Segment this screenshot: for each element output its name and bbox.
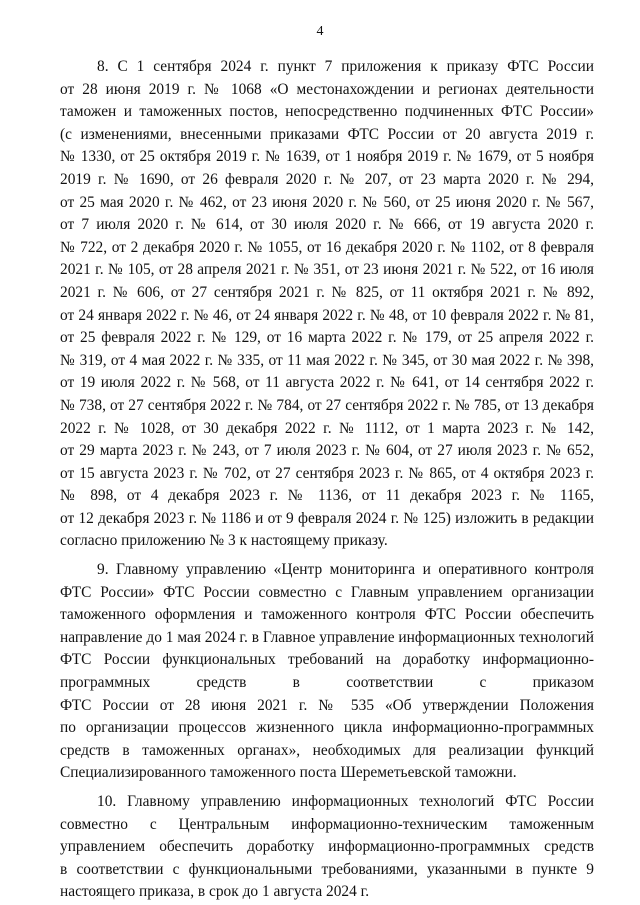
text-line: № 898, от 4 декабря 2023 г. № 1136, от 11 декабря 2023 г. № 1165, [60, 487, 594, 505]
text-line: настоящего приказа, в срок до 1 августа 2024 г. [60, 883, 370, 901]
text-line: от 25 февраля 2022 г. № 129, от 16 марта 2022 г. № 179, от 25 апреля 2022 г. [60, 329, 594, 347]
text-line: ФТС России» ФТС России совместно с Главным управлением организации [60, 583, 594, 601]
paragraph-8 [60, 56, 594, 553]
paragraph-9 [60, 559, 594, 785]
text-line: № 738, от 27 сентября 2022 г. № 784, от 27 сентября 2022 г. № 785, от 13 декабря [60, 396, 594, 414]
text-line: (с изменениями, внесенными приказами ФТС России от 20 августа 2019 г. [60, 125, 594, 143]
text-line: в соответствии с функциональными требованиями, указанными в пункте 9 [60, 860, 594, 878]
text-line: от 28 июня 2019 г. № 1068 «О местонахождении и регионах деятельности [60, 80, 594, 98]
text-line: 2021 г. № 606, от 27 сентября 2021 г. № 825, от 11 октября 2021 г. № 892, [60, 283, 594, 301]
text-line: по организации процессов жизненного цикла информационно-программных [60, 719, 594, 737]
text-line: направление до 1 мая 2024 г. в Главное управление информационных технологий [60, 628, 594, 646]
text-line: таможенного оформления и таможенного контроля ФТС России обеспечить [60, 606, 594, 624]
text-line: 8. С 1 сентября 2024 г. пункт 7 приложения к приказу ФТС России [97, 58, 594, 75]
page-number: 4 [316, 24, 324, 39]
text-line: от 12 декабря 2023 г. № 1186 и от 9 февраля 2024 г. № 125) изложить в редакции [60, 509, 594, 527]
text-line: 9. Главному управлению «Центр мониторинга и оперативного контроля [97, 561, 594, 579]
text-line: от 15 августа 2023 г. № 702, от 27 сентября 2023 г. № 865, от 4 октября 2023 г. [60, 464, 594, 482]
text-line: от 25 мая 2020 г. № 462, от 23 июня 2020 г. № 560, от 25 июня 2020 г. № 567, [60, 193, 594, 211]
text-line: 2021 г. № 105, от 28 апреля 2021 г. № 351, от 23 июня 2021 г. № 522, от 16 июля [60, 261, 594, 279]
text-line: № 722, от 2 декабря 2020 г. № 1055, от 16 декабря 2020 г. № 1102, от 8 февраля [60, 238, 594, 256]
text-line: согласно приложению № 3 к настоящему приказу. [60, 532, 388, 550]
document-body [60, 56, 594, 904]
text-line: от 7 июля 2020 г. № 614, от 30 июля 2020 г. № 666, от 19 августа 2020 г. [60, 216, 594, 234]
text-line: 2022 г. № 1028, от 30 декабря 2022 г. № 1112, от 1 марта 2023 г. № 142, [60, 419, 594, 437]
text-line: ФТС России функциональных требований на доработку информационно- [60, 651, 594, 669]
text-line: 10. Главному управлению информационных технологий ФТС России [97, 793, 594, 810]
text-line: от 29 марта 2023 г. № 243, от 7 июля 2023 г. № 604, от 27 июля 2023 г. № 652, [60, 442, 594, 460]
text-line: № 319, от 4 мая 2022 г. № 335, от 11 мая 2022 г. № 345, от 30 мая 2022 г. № 398, [60, 351, 594, 369]
text-line: программных средств в соответствии с приказом [60, 674, 594, 692]
text-line: от 24 января 2022 г. № 46, от 24 января 2022 г. № 48, от 10 февраля 2022 г. № 81, [60, 306, 594, 324]
text-line: средств в таможенных органах», необходимых для реализации функций [60, 741, 594, 759]
text-line: от 19 июля 2022 г. № 568, от 11 августа 2022 г. № 641, от 14 сентября 2022 г. [60, 374, 594, 392]
text-line: ФТС России от 28 июня 2021 г. № 535 «Об утверждении Положения [60, 696, 594, 714]
text-line: совместно с Центральным информационно-техническим таможенным [60, 815, 594, 833]
text-line: 2019 г. № 1690, от 26 февраля 2020 г. № 207, от 23 марта 2020 г. № 294, [60, 170, 594, 188]
text-line: таможен и таможенных постов, непосредственно подчиненных ФТС России» [60, 103, 594, 121]
text-line: № 1330, от 25 октября 2019 г. № 1639, от 1 ноября 2019 г. № 1679, от 5 ноября [60, 148, 594, 166]
text-line: управлением обеспечить доработку информационно-программных средств [60, 838, 594, 856]
text-line: Специализированного таможенного поста Шереметьевской таможни. [60, 764, 517, 782]
paragraph-10 [60, 791, 594, 904]
